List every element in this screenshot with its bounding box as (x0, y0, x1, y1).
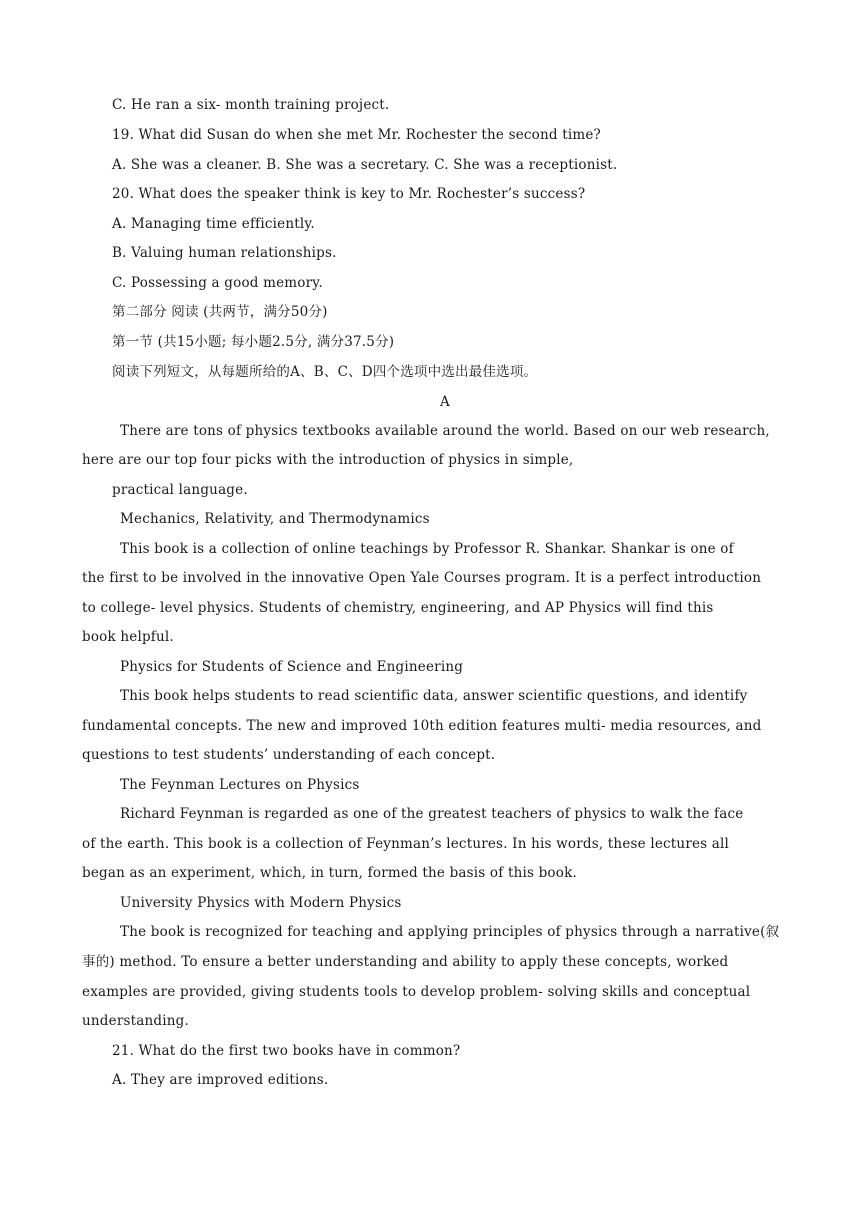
section-heading: 第一节 (共15小题; 每小题2.5分, 满分37.5分) (112, 334, 395, 350)
intro-line: practical language. (112, 482, 248, 498)
book-desc-line: Richard Feynman is regarded as one of the greatest teachers of physics to walk the face (120, 806, 744, 822)
q20-option-a: A. Managing time efficiently. (112, 216, 315, 232)
book-title: Mechanics, Relativity, and Thermodynamics (120, 511, 430, 527)
q19-options: A. She was a cleaner. B. She was a secretary. C. She was a receptionist. (112, 157, 618, 173)
book-desc-line: questions to test students’ understanding of each concept. (82, 747, 496, 763)
part-heading: 第二部分 阅读 (共两节，满分50分) (112, 304, 328, 320)
book-title: Physics for Students of Science and Engineering (120, 659, 464, 675)
q21-stem: 21. What do the first two books have in common? (112, 1043, 461, 1059)
book-desc-line: The book is recognized for teaching and applying principles of physics through a narrative(叙 (120, 924, 780, 940)
book-desc-line: book helpful. (82, 629, 174, 645)
book-desc-line: began as an experiment, which, in turn, formed the basis of this book. (82, 865, 577, 881)
intro-line: There are tons of physics textbooks available around the world. Based on our web research, (120, 423, 770, 439)
q18-option-c: C. He ran a six- month training project. (112, 97, 390, 113)
book-desc-line: fundamental concepts. The new and improved 10th edition features multi- media resources, and (82, 718, 762, 734)
q20-option-b: B. Valuing human relationships. (112, 245, 337, 261)
q20-stem: 20. What does the speaker think is key to Mr. Rochester’s success? (112, 186, 586, 202)
book-desc-line: to college- level physics. Students of chemistry, engineering, and AP Physics will find this (82, 600, 714, 616)
book-title: The Feynman Lectures on Physics (120, 777, 360, 793)
book-desc-line: This book helps students to read scientific data, answer scientific questions, and identify (120, 688, 748, 704)
passage-label: A (440, 394, 450, 410)
q20-option-c: C. Possessing a good memory. (112, 275, 323, 291)
book-desc-line: This book is a collection of online teachings by Professor R. Shankar. Shankar is one of (120, 541, 734, 557)
book-title: University Physics with Modern Physics (120, 895, 402, 911)
instructions: 阅读下列短文，从每题所给的A、B、C、D四个选项中选出最佳选项。 (112, 364, 538, 380)
q21-option-a: A. They are improved editions. (112, 1072, 329, 1088)
book-desc-line: understanding. (82, 1013, 189, 1029)
book-desc-line: the first to be involved in the innovative Open Yale Courses program. It is a perfect introduction (82, 570, 762, 586)
book-desc-line: of the earth. This book is a collection of Feynman’s lectures. In his words, these lectures all (82, 836, 730, 852)
intro-line: here are our top four picks with the introduction of physics in simple, (82, 452, 574, 468)
book-desc-line: examples are provided, giving students tools to develop problem- solving skills and conceptual (82, 984, 751, 1000)
q19-stem: 19. What did Susan do when she met Mr. Rochester the second time? (112, 127, 601, 143)
book-desc-line: 事的) method. To ensure a better understanding and ability to apply these concepts, worked (82, 954, 729, 970)
